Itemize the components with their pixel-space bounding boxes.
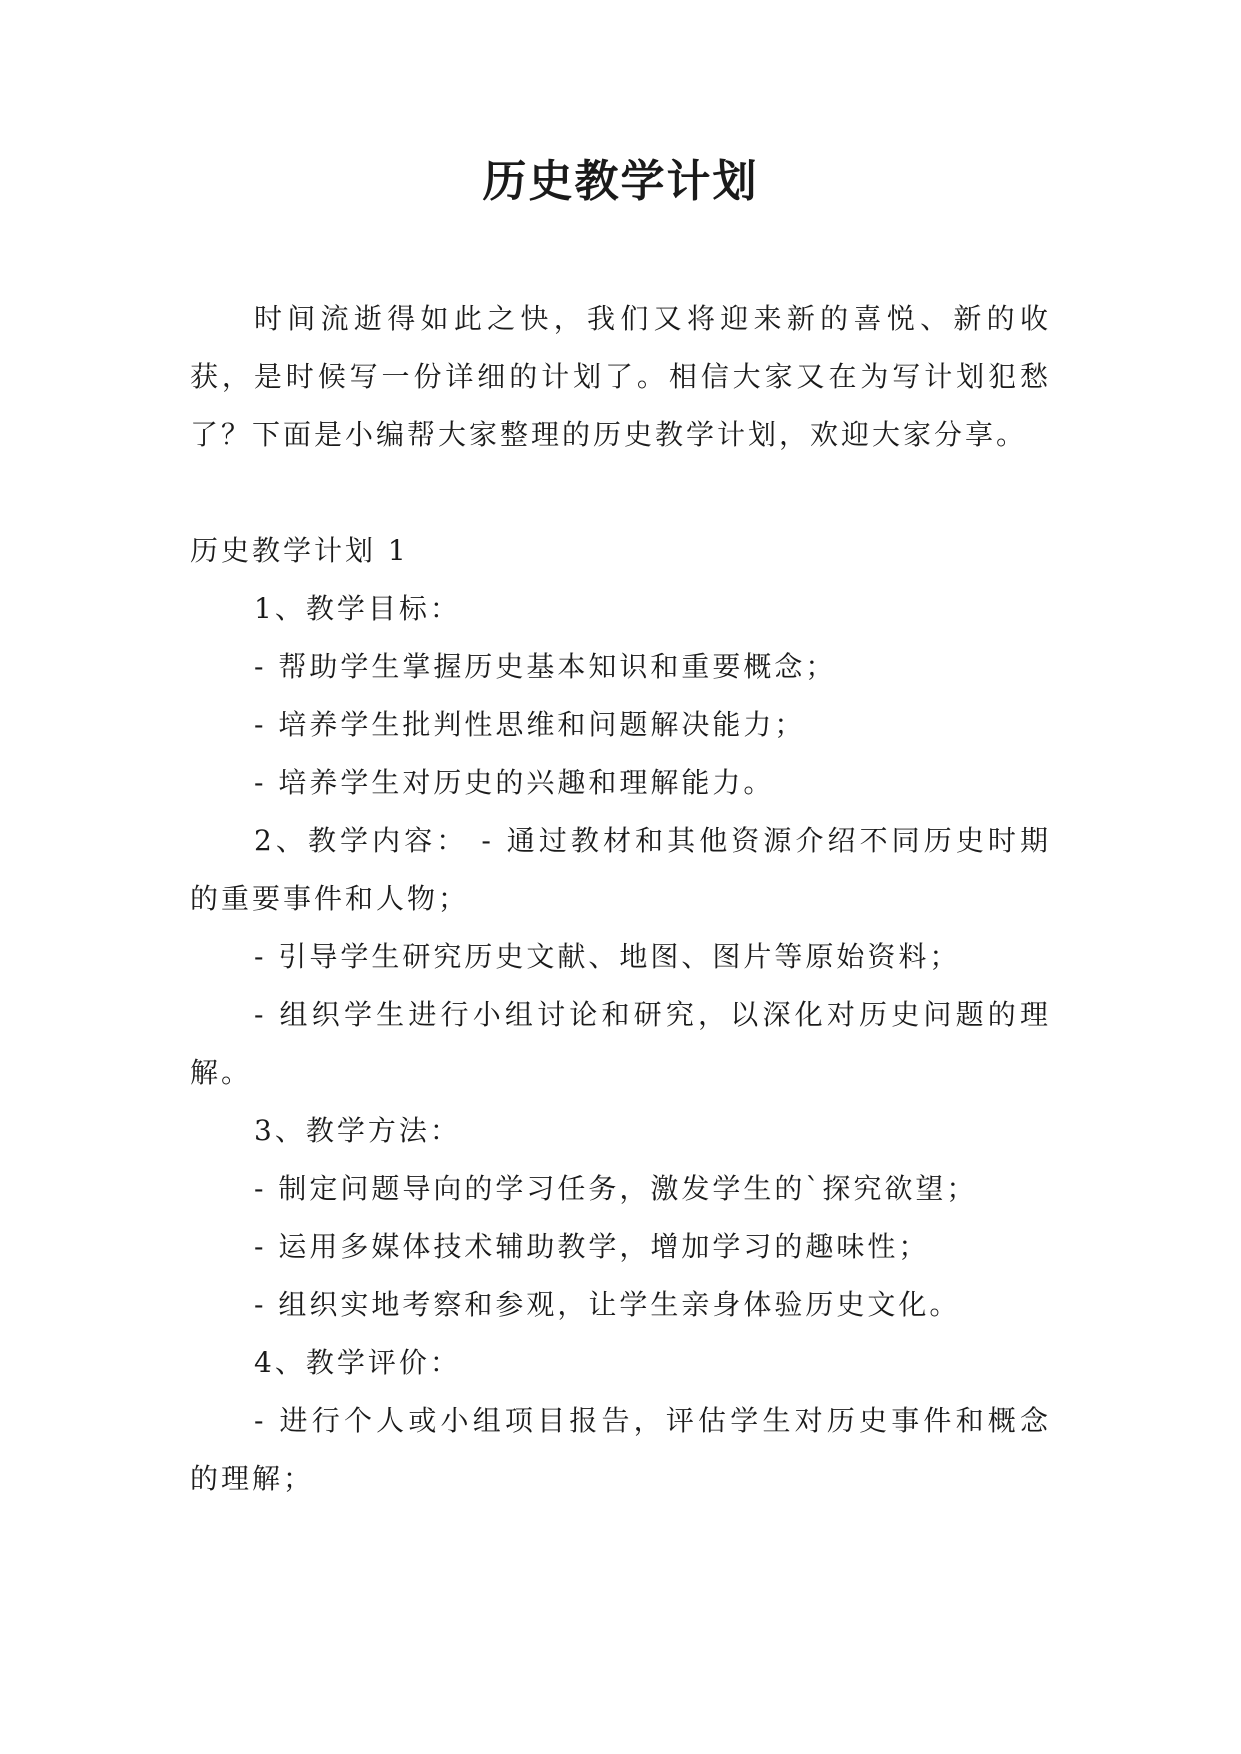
paragraph-gap [190,464,1051,522]
paragraph-method-2: - 运用多媒体技术辅助教学，增加学习的趣味性； [254,1230,930,1263]
paragraph-content-2: - 引导学生研究历史文献、地图、图片等原始资料； [254,940,961,973]
intro-paragraph: 时间流逝得如此之快，我们又将迎来新的喜悦、新的收获，是时候写一份详细的计划了。相信大家又在为写计划犯愁了？下面是小编帮大家整理的历史教学计划，欢迎大家分享。 [190,302,1051,451]
paragraph-method-1: - 制定问题导向的学习任务，激发学生的`探究欲望； [254,1172,978,1205]
paragraph-objectives-heading: 1、教学目标： [254,592,461,625]
paragraph-evaluation-heading: 4、教学评价： [254,1346,461,1379]
paragraph-method-3: - 组织实地考察和参观，让学生亲身体验历史文化。 [254,1288,961,1321]
section-heading: 历史教学计划 1 [190,534,409,567]
paragraph-objective-1: - 帮助学生掌握历史基本知识和重要概念； [254,650,837,683]
paragraph-objective-3: - 培养学生对历史的兴趣和理解能力。 [254,766,775,799]
paragraph-content-1: 2、教学内容： - 通过教材和其他资源介绍不同历史时期的重要事件和人物； [190,824,1051,915]
document-body [190,290,1051,1508]
document-title: 历史教学计划 [482,156,759,207]
paragraph-objective-2: - 培养学生批判性思维和问题解决能力； [254,708,806,741]
paragraph-evaluation-1: - 进行个人或小组项目报告，评估学生对历史事件和概念的理解； [190,1404,1051,1495]
paragraph-content-3: - 组织学生进行小组讨论和研究，以深化对历史问题的理解。 [190,998,1051,1089]
paragraph-methods-heading: 3、教学方法： [254,1114,461,1147]
